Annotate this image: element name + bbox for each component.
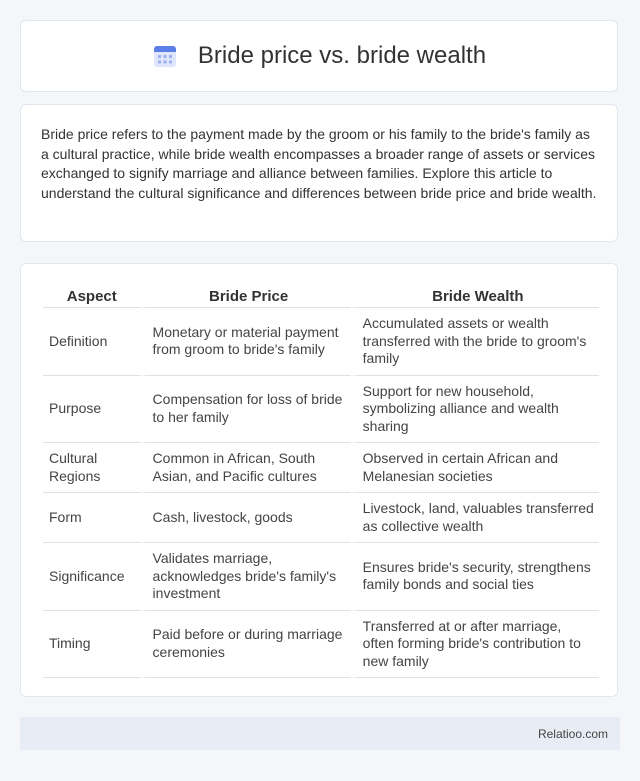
table-row bbox=[43, 443, 599, 493]
cell-bride-wealth: Transferred at or after marriage, often forming bride's contribution to new family bbox=[351, 611, 599, 679]
table-row bbox=[43, 611, 599, 679]
header-bride-wealth: Bride Wealth bbox=[351, 282, 599, 308]
footer-brand[interactable]: Relatioo.com bbox=[537, 726, 608, 741]
cell-bride-wealth: Livestock, land, valuables transferred as collective wealth bbox=[351, 493, 599, 543]
table-row bbox=[43, 376, 599, 444]
table-row bbox=[43, 493, 599, 543]
cell-bride-price: Monetary or material payment from groom to bride's family bbox=[141, 308, 351, 376]
page-title: Bride price vs. bride wealth bbox=[197, 42, 487, 69]
cell-bride-wealth: Accumulated assets or wealth transferred with the bride to groom's family bbox=[351, 308, 599, 376]
comparison-table bbox=[43, 282, 599, 678]
cell-bride-wealth: Support for new household, symbolizing alliance and wealth sharing bbox=[351, 376, 599, 444]
cell-bride-wealth: Ensures bride's security, strengthens family bonds and social ties bbox=[351, 543, 599, 611]
header-bride-price: Bride Price bbox=[141, 282, 351, 308]
cell-bride-price: Paid before or during marriage ceremonies bbox=[141, 611, 351, 679]
cell-bride-price: Cash, livestock, goods bbox=[141, 493, 351, 543]
cell-aspect: Cultural Regions bbox=[43, 443, 141, 493]
cell-bride-price: Compensation for loss of bride to her family bbox=[141, 376, 351, 444]
cell-bride-wealth: Observed in certain African and Melanesian societies bbox=[351, 443, 599, 493]
header-aspect: Aspect bbox=[43, 282, 141, 308]
cell-aspect: Definition bbox=[43, 308, 141, 376]
cell-bride-price: Validates marriage, acknowledges bride's family's investment bbox=[141, 543, 351, 611]
table-row bbox=[43, 308, 599, 376]
intro-card bbox=[20, 104, 618, 242]
intro-text: Bride price refers to the payment made by the groom or his family to the bride's family as a cultural practice, while bride wealth encompasses a broader range of assets or services exchanged to signify marriage and alliance between families. Explore this article to understand the cultural significance and differences between bride price and bride wealth. bbox=[41, 126, 597, 201]
cell-aspect: Form bbox=[43, 493, 141, 543]
footer bbox=[20, 717, 620, 750]
title-card bbox=[20, 20, 618, 92]
cell-bride-price: Common in African, South Asian, and Pacific cultures bbox=[141, 443, 351, 493]
calendar-icon bbox=[152, 43, 178, 69]
cell-aspect: Purpose bbox=[43, 376, 141, 444]
cell-aspect: Timing bbox=[43, 611, 141, 679]
table-header-row bbox=[43, 282, 599, 308]
cell-aspect: Significance bbox=[43, 543, 141, 611]
table-row bbox=[43, 543, 599, 611]
comparison-card bbox=[20, 263, 618, 697]
